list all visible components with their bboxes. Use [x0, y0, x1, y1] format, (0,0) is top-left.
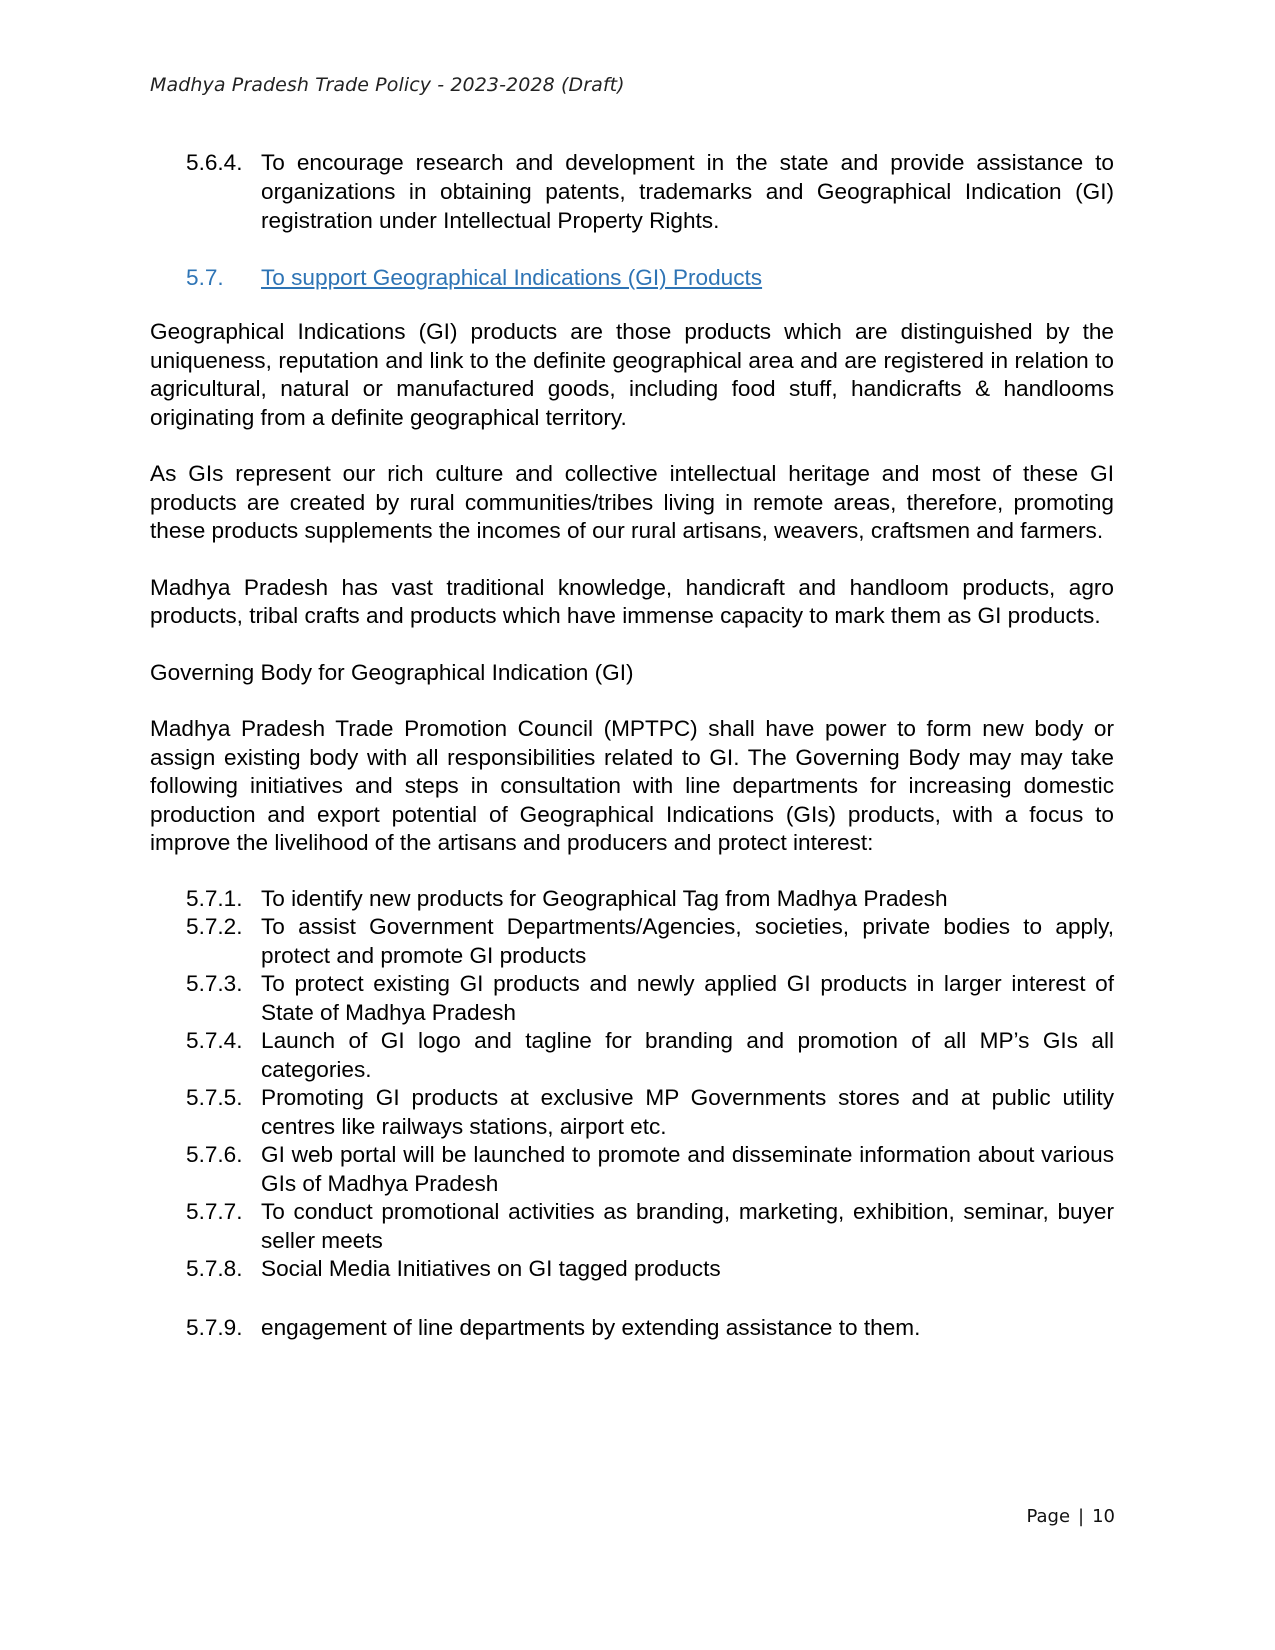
list-item — [150, 970, 1114, 1027]
page-content — [150, 148, 1114, 1342]
list-item-text: To assist Government Departments/Agencies, societies, private bodies to apply, protect and promote GI products — [261, 914, 1114, 968]
list-item-number: 5.7.6. — [186, 1142, 243, 1167]
section-number: 5.6.4. — [186, 150, 243, 175]
heading-title-link[interactable]: To support Geographical Indications (GI) Products — [261, 265, 763, 290]
list-item-text: To identify new products for Geographical Tag from Madhya Pradesh — [261, 885, 948, 911]
list-item-text: engagement of line departments by extending assistance to them. — [261, 1314, 921, 1340]
list-item — [150, 1027, 1114, 1084]
paragraph-gi-definition: Geographical Indications (GI) products are those products which are distinguished by the uniqueness, reputation and link to the definite geographical area and are registered in relation to agricultural, natural or manufactured goods, including food stuff, handicrafts & handlooms originating from a definite geographical territory. — [150, 319, 1114, 430]
list-item — [150, 1255, 1114, 1284]
page-footer — [1026, 1506, 1115, 1527]
list-item-text: Launch of GI logo and tagline for branding and promotion of all MP’s GIs all categories. — [261, 1028, 1114, 1082]
running-header: Madhya Pradesh Trade Policy - 2023-2028 (Draft) — [150, 74, 625, 96]
list-item-number: 5.7.1. — [186, 885, 243, 911]
page-number: 10 — [1092, 1506, 1115, 1527]
section-text: To encourage research and development in the state and provide assistance to organizations in obtaining patents, trademarks and Geographical Indication (GI) registration under Intellectual Property Rights. — [261, 150, 1114, 233]
list-item-text: Promoting GI products at exclusive MP Governments stores and at public utility centres like railways stations, airport etc. — [261, 1085, 1114, 1139]
list-item-number: 5.7.5. — [186, 1085, 243, 1110]
subheading-governing-body: Governing Body for Geographical Indication (GI) — [150, 659, 634, 685]
page-label: Page — [1026, 1506, 1071, 1527]
list-item-number: 5.7.7. — [186, 1199, 243, 1224]
list-item — [150, 1198, 1114, 1255]
list-item-text: To conduct promotional activities as branding, marketing, exhibition, seminar, buyer seller meets — [261, 1199, 1114, 1253]
list-item-number: 5.7.8. — [186, 1256, 243, 1281]
list-item — [150, 1314, 1114, 1343]
list-item-number: 5.7.2. — [186, 914, 243, 939]
list-item-text: To protect existing GI products and newly applied GI products in larger interest of State of Madhya Pradesh — [261, 971, 1114, 1025]
list-item — [150, 885, 1114, 914]
paragraph-mptpc: Madhya Pradesh Trade Promotion Council (MPTPC) shall have power to form new body or assign existing body with all responsibilities related to GI. The Governing Body may may take following initiatives and steps in consultation with line departments for increasing domestic production and export potential of Geographical Indications (GIs) products, with a focus to improve the livelihood of the artisans and producers and protect interest: — [150, 716, 1114, 855]
list-item-text: Social Media Initiatives on GI tagged products — [261, 1256, 721, 1281]
list-item-number: 5.7.4. — [186, 1028, 243, 1053]
list-item-text: GI web portal will be launched to promote and disseminate information about various GIs of Madhya Pradesh — [261, 1142, 1114, 1196]
paragraph-gi-culture: As GIs represent our rich culture and collective intellectual heritage and most of these GI products are created by rural communities/tribes living in remote areas, therefore, promoting these products supplements the incomes of our rural artisans, weavers, craftsmen and farmers. — [150, 461, 1114, 543]
paragraph-mp-knowledge: Madhya Pradesh has vast traditional knowledge, handicraft and handloom products, agro products, tribal crafts and products which have immense capacity to mark them as GI products. — [150, 574, 1114, 628]
section-5-6-4 — [150, 148, 1114, 235]
section-heading-5-7 — [150, 263, 1114, 292]
list-item-number: 5.7.9. — [186, 1314, 243, 1340]
page-separator: | — [1078, 1506, 1085, 1527]
list-item — [150, 913, 1114, 970]
list-item — [150, 1084, 1114, 1141]
heading-number: 5.7. — [186, 265, 224, 290]
list-item — [150, 1141, 1114, 1198]
list-item-number: 5.7.3. — [186, 971, 243, 996]
initiatives-list — [150, 885, 1114, 1343]
